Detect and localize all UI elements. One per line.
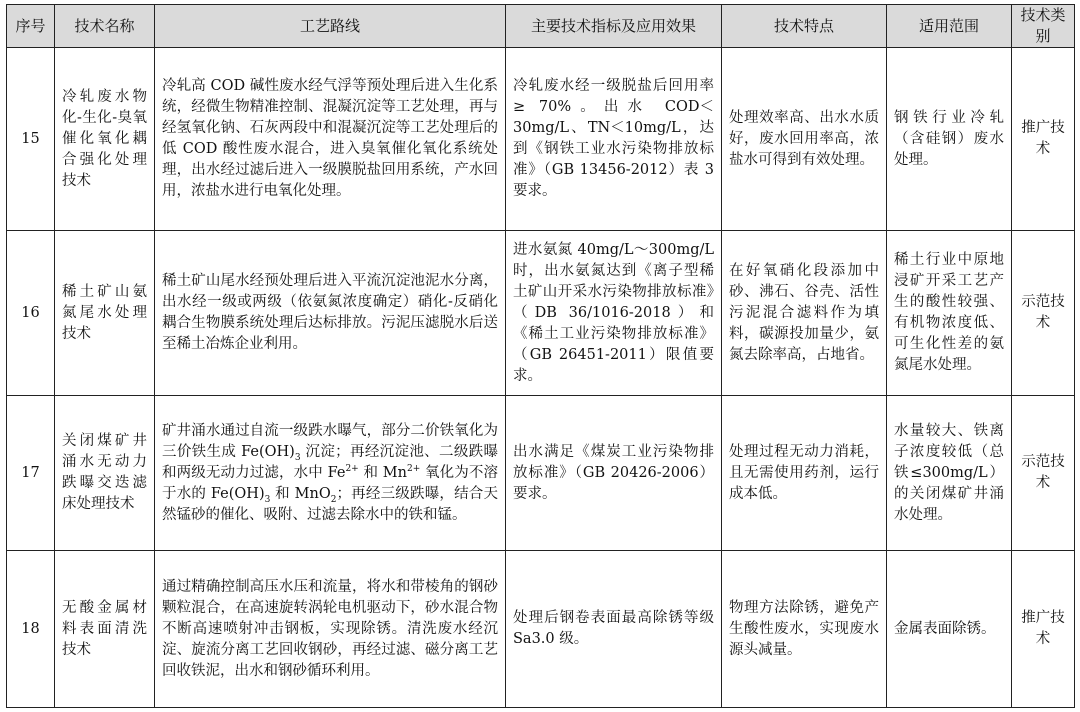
process-text-part: 沉淀；再经沉淀池、二级跌曝和两级无动力过滤，水中 Fe — [162, 443, 498, 481]
indicators — [506, 48, 722, 231]
table-row — [7, 551, 1075, 708]
process-route — [155, 48, 506, 231]
process-route — [155, 231, 506, 396]
superscript: 2+ — [407, 463, 421, 474]
scope — [887, 396, 1012, 551]
header-scope: 适用范围 — [887, 5, 1012, 48]
process-route-text — [162, 421, 498, 526]
table-header-row — [7, 5, 1075, 48]
tech-name-text: 无酸金属材料表面清洗技术 — [62, 599, 147, 658]
features-text: 物理方法除锈，避免产生酸性废水，实现废水源头减量。 — [729, 599, 879, 658]
features — [722, 396, 887, 551]
subscript: 3 — [294, 452, 301, 463]
header-features: 技术特点 — [722, 5, 887, 48]
scope-text: 金属表面除锈。 — [894, 620, 996, 637]
process-route — [155, 551, 506, 708]
category-text: 推广技术 — [1021, 610, 1065, 647]
category — [1012, 551, 1075, 708]
row-number: 15 — [7, 48, 55, 231]
scope — [887, 48, 1012, 231]
features — [722, 48, 887, 231]
process-text-part: ；再经三级跌曝，结合天然锰砂的催化、吸附、过滤去除水中的铁和锰。 — [162, 485, 498, 523]
features — [722, 551, 887, 708]
table-row — [7, 396, 1075, 551]
scope-text: 钢铁行业冷轧（含硅钢）废水处理。 — [894, 109, 1004, 168]
process-text-part: 矿井涌水通过自流一级跌水曝气，部分二价铁氧化为三价铁生成 Fe(OH) — [162, 422, 498, 460]
table-row — [7, 231, 1075, 396]
scope — [887, 231, 1012, 396]
category — [1012, 48, 1075, 231]
superscript: 2+ — [345, 463, 359, 474]
scope-text: 稀土行业中原地浸矿开采工艺产生的酸性较强、有机物浓度低、可生化性差的氨氮尾水处理。 — [894, 252, 1004, 373]
subscript: 2 — [330, 494, 337, 505]
header-process: 工艺路线 — [155, 5, 506, 48]
process-route-text: 冷轧高 COD 碱性废水经气浮等预处理后进入生化系统，经微生物精准控制、混凝沉淀等工艺处理，再与经氢氧化钠、石灰两段中和混凝沉淀等工艺处理后的低 COD 酸性废水混合，进入臭氧催化氧化系统处理，出水经过滤后进入一级膜脱盐回用系统，产水回用，浓盐水进行电氧化处理。 — [162, 78, 498, 199]
header-no: 序号 — [7, 5, 55, 48]
indicators-text: 处理后钢卷表面最高除锈等级 Sa3.0 级。 — [513, 610, 714, 647]
tech-name-text: 稀土矿山氨氮尾水处理技术 — [62, 283, 147, 342]
category-text: 推广技术 — [1021, 120, 1065, 157]
process-route-text: 稀土矿山尾水经预处理后进入平流沉淀池泥水分离，出水经一级或两级（依氨氮浓度确定）硝化-反硝化耦合生物膜系统处理后达标排放。污泥压滤脱水后送至稀土冶炼企业利用。 — [162, 273, 498, 352]
category-text: 示范技术 — [1021, 454, 1065, 491]
tech-name — [55, 231, 155, 396]
features-text: 在好氧硝化段添加中砂、沸石、谷壳、活性污泥混合滤料作为填料，碳源投加量少，氨氮去除率高，占地省。 — [729, 262, 879, 363]
scope-text: 水量较大、铁离子浓度较低（总铁≤300mg/L）的关闭煤矿井涌水处理。 — [894, 422, 1004, 523]
row-number: 17 — [7, 396, 55, 551]
category-text: 示范技术 — [1021, 294, 1065, 331]
indicators — [506, 551, 722, 708]
indicators-text: 进水氨氮 40mg/L～300mg/L 时，出水氨氮达到《离子型稀土矿山开采水污染物排放标准》（DB 36/1016-2018）和《稀土工业污染物排放标准》（GB 26451-2011）限值要求。 — [513, 241, 714, 384]
subscript: 3 — [264, 494, 271, 505]
tech-name-text: 冷轧废水物化-生化-臭氧催化氧化耦合强化处理技术 — [62, 88, 147, 189]
process-text-part: 和 MnO — [270, 485, 331, 502]
tech-name — [55, 551, 155, 708]
process-route — [155, 396, 506, 551]
row-number: 16 — [7, 231, 55, 396]
features-text: 处理过程无动力消耗，且无需使用药剂，运行成本低。 — [729, 443, 879, 502]
indicators — [506, 231, 722, 396]
scope — [887, 551, 1012, 708]
features — [722, 231, 887, 396]
indicators-text: 出水满足《煤炭工业污染物排放标准》（GB 20426-2006）要求。 — [513, 443, 714, 502]
row-number: 18 — [7, 551, 55, 708]
indicators-text: 冷轧废水经一级脱盐后回用率 ≥ 70%。出水 COD＜30mg/L、TN＜10mg/L，达到《钢铁工业水污染物排放标准》（GB 13456-2012）表 3 要求。 — [513, 78, 714, 199]
process-route-text: 通过精确控制高压水压和流量，将水和带棱角的钢砂颗粒混合，在高速旋转涡轮电机驱动下，砂水混合物不断高速喷射冲击钢板，实现除锈。清洗废水经沉淀、旋流分离工艺回收钢砂，再经过滤、磁分离工艺回收铁泥，出水和钢砂循环利用。 — [162, 578, 498, 679]
table-row — [7, 48, 1075, 231]
features-text: 处理效率高、出水水质好，废水回用率高，浓盐水可得到有效处理。 — [729, 109, 879, 168]
indicators — [506, 396, 722, 551]
tech-name — [55, 48, 155, 231]
process-text-part: 氧化为不溶于水的 Fe(OH) — [162, 464, 499, 502]
tech-name-text: 关闭煤矿井涌水无动力跌曝交迭滤床处理技术 — [62, 433, 147, 512]
header-indicators: 主要技术指标及应用效果 — [506, 5, 722, 48]
category — [1012, 396, 1075, 551]
technology-table — [6, 4, 1075, 708]
tech-name — [55, 396, 155, 551]
category — [1012, 231, 1075, 396]
header-name: 技术名称 — [55, 5, 155, 48]
process-text-part: 和 Mn — [358, 464, 407, 481]
header-category: 技术类别 — [1012, 5, 1075, 48]
